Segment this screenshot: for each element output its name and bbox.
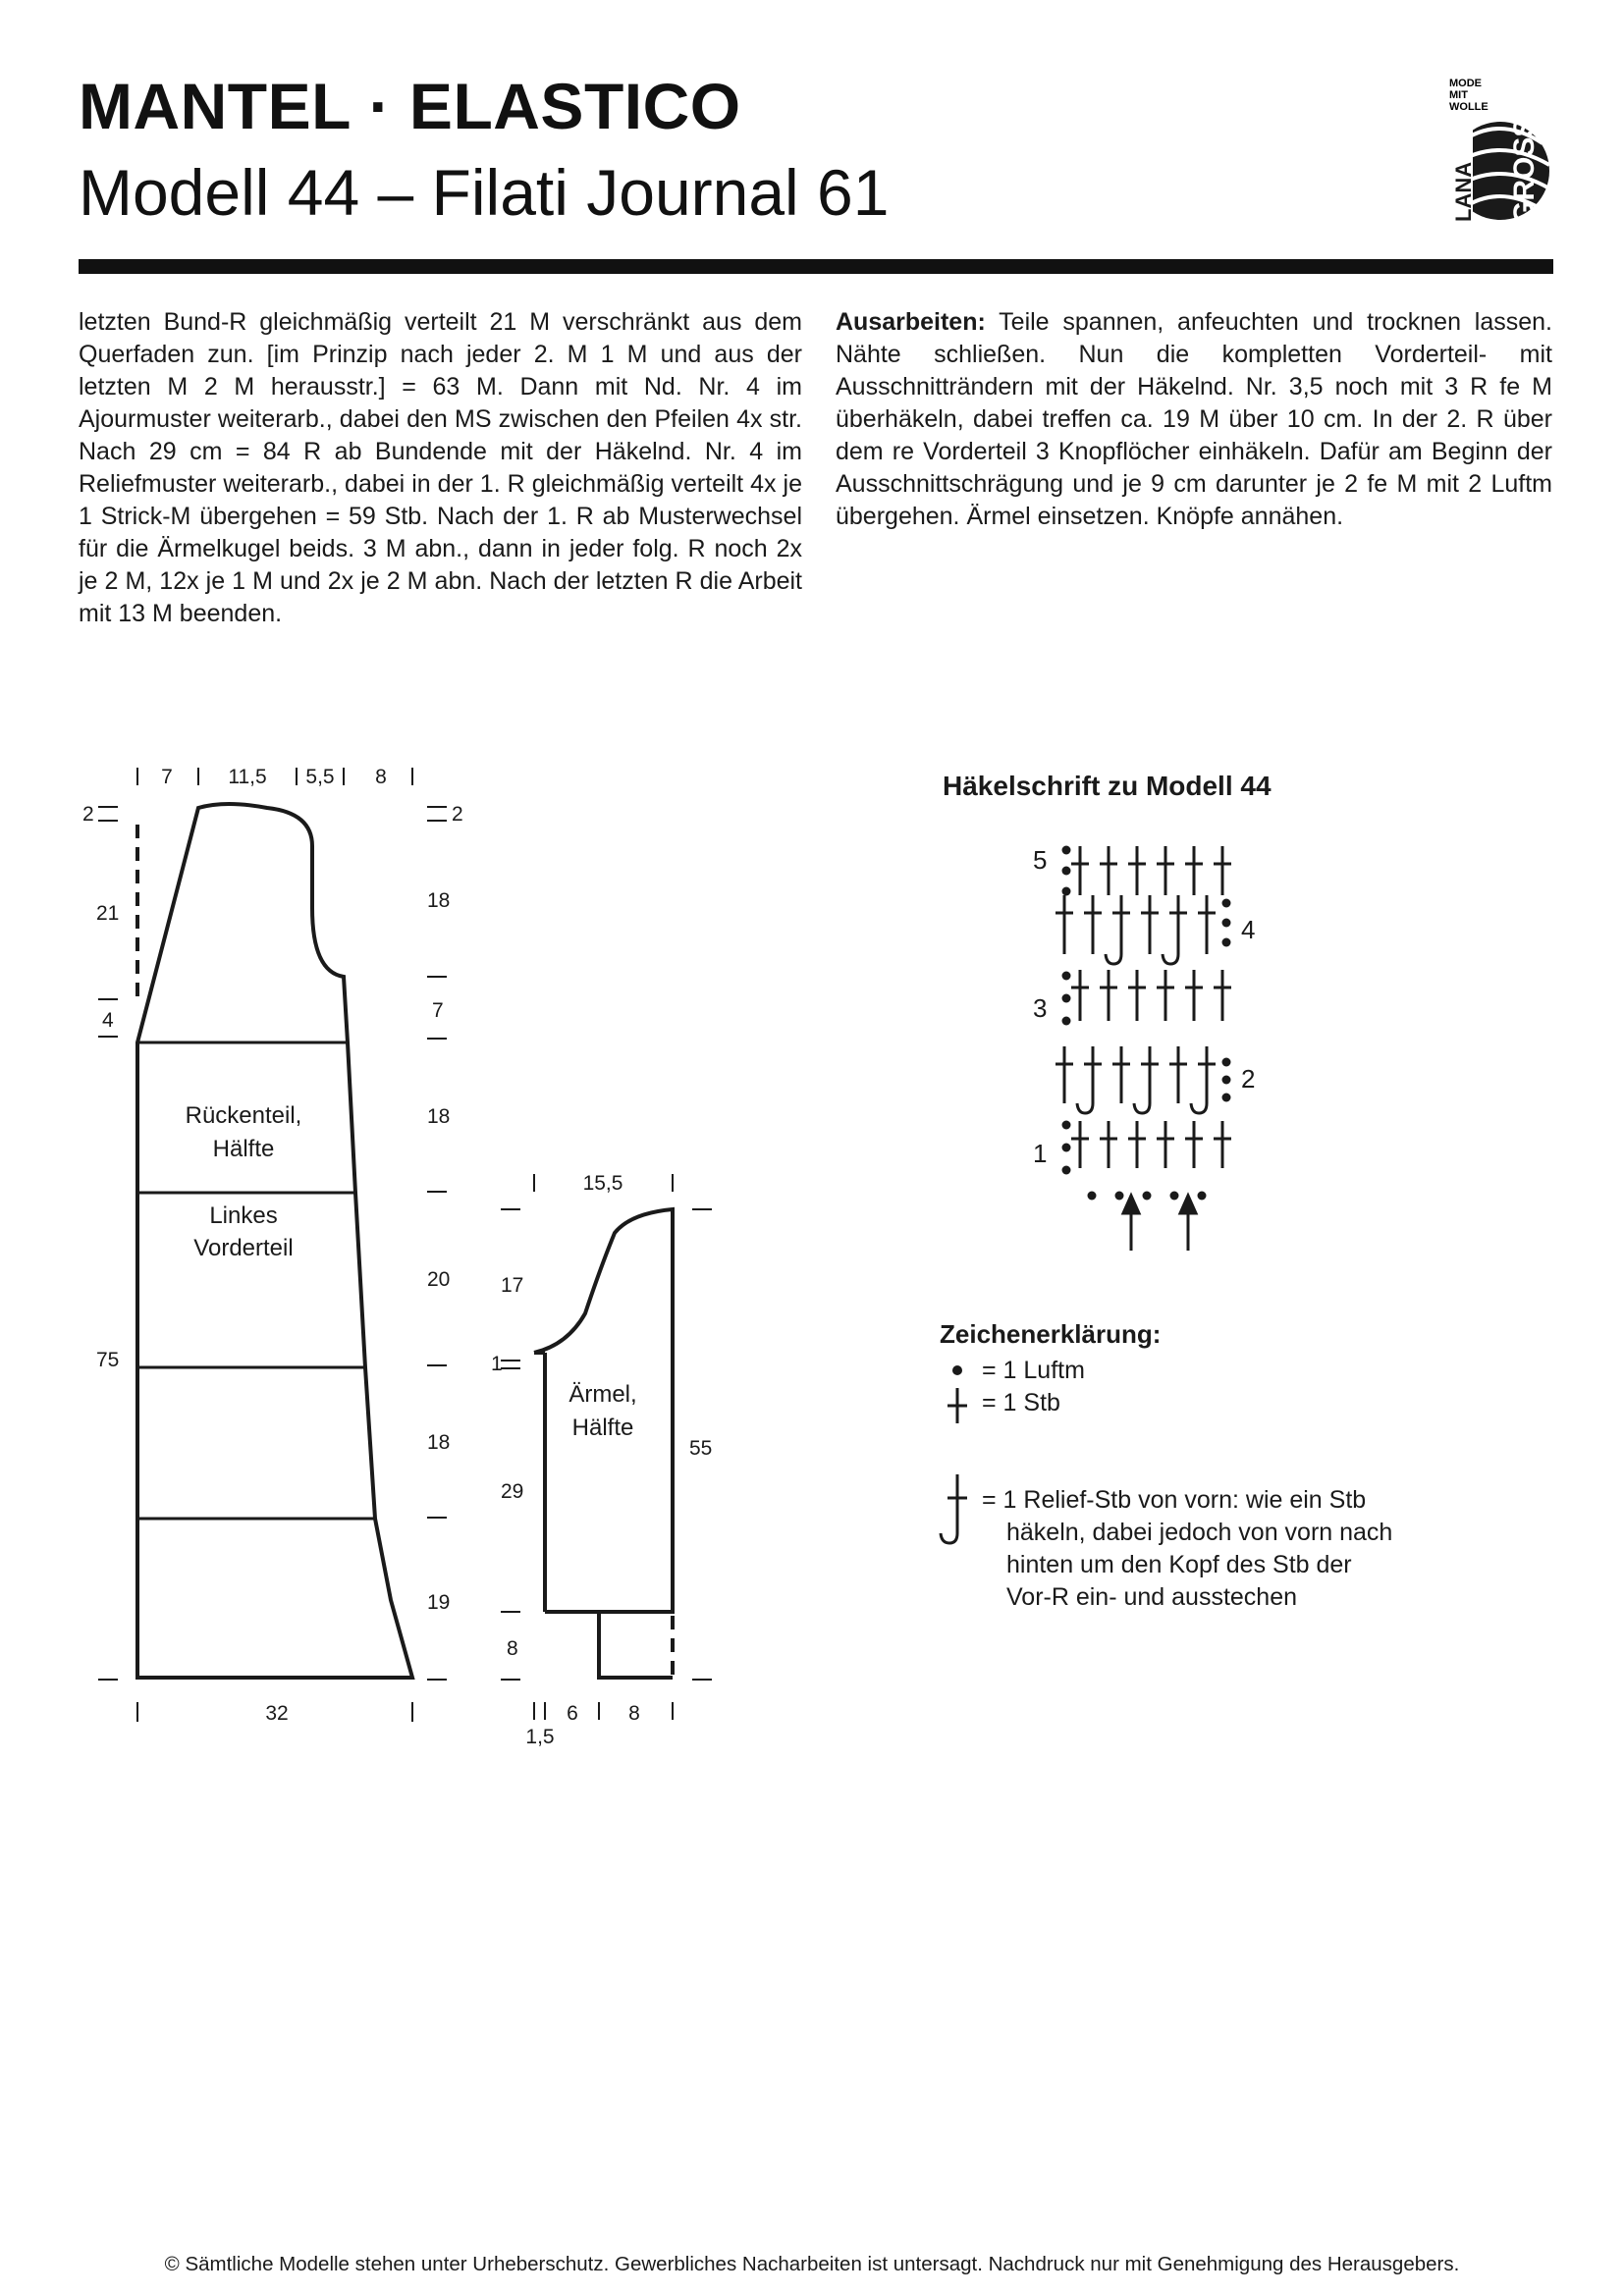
logo-brand-grossa: GROSSA <box>1508 95 1541 224</box>
chain-stitch-icon <box>1115 1192 1124 1201</box>
relief-hook <box>1134 1103 1150 1113</box>
chain-stitch-icon <box>1062 846 1071 855</box>
relief-hook <box>1191 1103 1207 1113</box>
legend-relief-line-1: = 1 Relief-Stb von vorn: wie ein Stb <box>982 1486 1367 1514</box>
row-label-2: 2 <box>1241 1064 1256 1094</box>
sleeve-schematic <box>534 1209 673 1678</box>
chain-stitch-icon <box>1062 1017 1071 1026</box>
chain-stitch-icon <box>1062 1121 1071 1130</box>
row-label-1: 1 <box>1033 1139 1048 1168</box>
chain-stitch-icon <box>1222 1058 1231 1067</box>
instructions-text: letzten Bund-R gleichmäßig verteilt 21 M verschränkt aus dem Querfaden zun. [im Prinzip nach jeder 2. M 1 M und aus der letzten M 2 M herausstr.] = 63 M. Dann mit Nd. Nr. 4 im Ajourmuster weiterarb., dabei den MS zwischen den Pfeilen 4x str. Nach 29 cm = 84 R ab Bundende mit der Häkelnd. Nr. 4 im Reliefmuster weiterarb., dabei in der 1. R gleichmäßig verteilt 4x je 1 Strick-M übergehen = 59 Stb. Nach der 1. R ab Musterwechsel für die Ärmelkugel beids. 3 M abn., dann in jeder folg. R noch 2x je 2 M, 12x je 1 M und 2x je 2 M abn. Nach der letzten R die Arbeit mit 13 M beenden. <box>79 308 802 627</box>
dim-right-height-6: 18 <box>427 1431 451 1454</box>
chain-stitch-icon <box>1062 972 1071 981</box>
row-label-3: 3 <box>1033 993 1048 1023</box>
legend-chain: = 1 Luftm <box>982 1357 1085 1384</box>
double-crochet-icon <box>947 1388 967 1423</box>
pattern-repeat-arrows <box>1123 1196 1196 1251</box>
sleeve-bottom-width-2: 6 <box>567 1702 578 1725</box>
chain-stitch-icon <box>1222 938 1231 947</box>
chain-stitch-icon <box>1062 1144 1071 1152</box>
sleeve-label-2: Hälfte <box>571 1415 634 1441</box>
legend-symbols <box>941 1365 967 1543</box>
dim-right-height-2: 18 <box>427 889 451 912</box>
dim-left-height-4: 75 <box>96 1349 120 1371</box>
legend-relief-line-4: Vor-R ein- und ausstechen <box>1006 1583 1298 1611</box>
dim-right-height-4: 18 <box>427 1105 451 1128</box>
finishing-body: Teile spannen, anfeuchten und trocknen lassen. Nähte schließen. Nun die kompletten Vorderteil- mit Ausschnitträndern mit der Häkelnd. Nr. 3,5 noch mit 3 R fe M überhäkeln, dabei treffen ca. 19 M über 10 cm. In der 2. R über dem re Vorderteil 3 Knopflöcher einhäkeln. Dafür am Beginn der Ausschnittschrägung und je 9 cm darunter je 2 fe M mit 2 Luftm übergehen. Ärmel einsetzen. Knöpfe annähen. <box>836 308 1552 530</box>
chain-stitch-icon <box>1170 1192 1179 1201</box>
dim-top-width-4: 8 <box>375 766 387 788</box>
dim-left-height-1: 2 <box>82 803 94 826</box>
dim-top-width-2: 11,5 <box>228 766 267 788</box>
logo-text-wolle: WOLLE <box>1449 101 1489 113</box>
page-title: MANTEL · ELASTICO <box>79 70 741 142</box>
back-piece-label-1: Rückenteil, <box>185 1102 302 1129</box>
row-label-4: 4 <box>1241 915 1256 944</box>
chain-stitch-icon <box>1198 1192 1207 1201</box>
logo-text-mit: MIT <box>1449 89 1468 101</box>
chain-stitch-icon <box>1062 994 1071 1003</box>
finishing-heading: Ausarbeiten: <box>836 308 986 336</box>
dim-top-width-1: 7 <box>161 766 173 788</box>
dim-right-height-5: 20 <box>427 1268 451 1291</box>
relief-hook <box>1077 1103 1093 1113</box>
dim-right-height-3: 7 <box>432 999 444 1022</box>
logo-brand-lana: LANA <box>1451 161 1476 222</box>
dim-left-height-2: 21 <box>96 902 120 925</box>
chain-stitch-icon <box>952 1365 962 1375</box>
arrow-up-icon <box>1123 1196 1139 1213</box>
chain-stitch-icon <box>1143 1192 1152 1201</box>
relief-hook <box>1163 954 1178 964</box>
sleeve-bottom-width-1: 1,5 <box>525 1726 555 1748</box>
chain-stitch-icon <box>1062 887 1071 896</box>
chain-stitch-icon <box>1222 919 1231 928</box>
legend-relief-line-2: häkeln, dabei jedoch von vorn nach <box>1006 1519 1393 1546</box>
dim-bottom-width: 32 <box>265 1702 289 1725</box>
sleeve-right-height: 55 <box>689 1437 713 1460</box>
page-subtitle: Modell 44 – Filati Journal 61 <box>79 156 890 229</box>
chain-stitch-icon <box>1222 899 1231 908</box>
sleeve-height-2: 1 <box>491 1353 503 1375</box>
legend-double-crochet: = 1 Stb <box>982 1389 1060 1416</box>
legend-heading: Zeichenerklärung: <box>940 1319 1162 1349</box>
legend-relief-line-3: hinten um den Kopf des Stb der <box>1006 1551 1352 1578</box>
logo-text-mode: MODE <box>1449 78 1482 89</box>
body-dimension-labels <box>82 766 463 1725</box>
relief-double-crochet-icon <box>941 1474 967 1543</box>
front-piece-label-1: Linkes <box>209 1202 278 1229</box>
chain-stitch-icon <box>1088 1192 1097 1201</box>
dim-right-height-7: 19 <box>427 1591 451 1614</box>
arrow-up-icon <box>1180 1196 1196 1213</box>
copyright-footer: © Sämtliche Modelle stehen unter Urheberschutz. Gewerbliches Nacharbeiten ist untersagt. Nachdruck nur mit Genehmigung des Herausgebers. <box>164 2253 1460 2275</box>
dim-top-width-3: 5,5 <box>305 766 335 788</box>
sleeve-outline <box>534 1209 673 1678</box>
relief-hook <box>1106 954 1121 964</box>
sleeve-dimension-labels <box>491 1172 712 1748</box>
row-label-5: 5 <box>1033 845 1048 875</box>
back-piece-label-2: Hälfte <box>212 1136 275 1162</box>
sleeve-height-3: 29 <box>501 1480 524 1503</box>
sleeve-bottom-width-3: 8 <box>628 1702 640 1725</box>
sleeve-label-1: Ärmel, <box>568 1381 637 1408</box>
chain-stitch-icon <box>1222 1094 1231 1102</box>
sleeve-top-width: 15,5 <box>582 1172 623 1195</box>
sleeve-height-1: 17 <box>501 1274 524 1297</box>
crochet-chart <box>1056 846 1231 1201</box>
chain-stitch-icon <box>1062 1166 1071 1175</box>
crochet-chart-title: Häkelschrift zu Modell 44 <box>943 771 1272 801</box>
dim-right-height-1: 2 <box>452 803 463 826</box>
chain-stitch-icon <box>1062 867 1071 876</box>
chain-stitch-icon <box>1222 1076 1231 1085</box>
sleeve-height-4: 8 <box>507 1637 518 1660</box>
dim-left-height-3: 4 <box>102 1009 114 1032</box>
front-piece-label-2: Vorderteil <box>193 1235 294 1261</box>
